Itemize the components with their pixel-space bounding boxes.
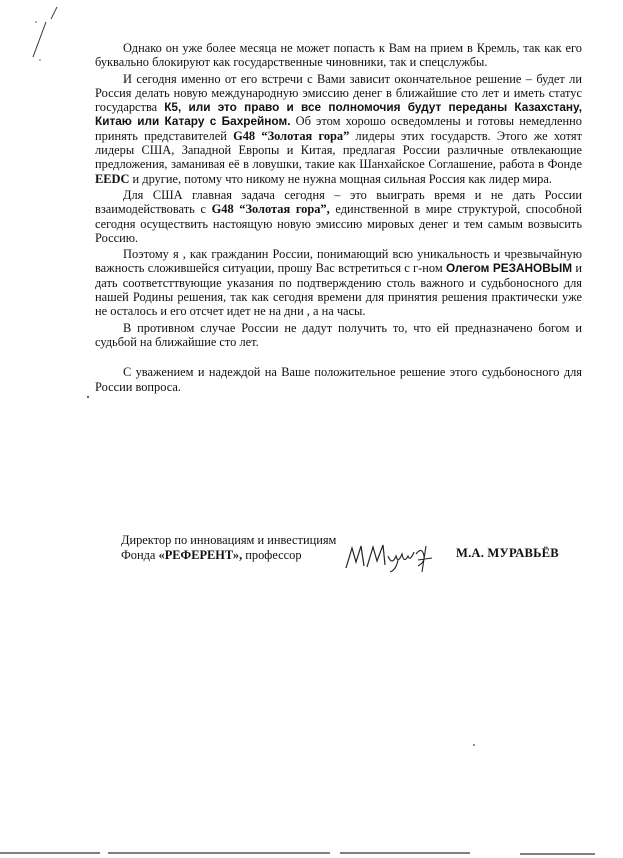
fund-name: «РЕФЕРЕНТ», [158,547,243,562]
signatory-position [121,533,336,562]
paragraph-1: Однако он уже более месяца не может попасть к Вам на прием в Кремль, так как его буквально блокируют как государственные чиновники, так и спецслужбы. [95,41,582,70]
paragraph-2 [95,72,582,186]
paragraph-3 [95,188,582,245]
p2-text-c: Об этом хорошо осведомлены и готовы немедленно принять представителей [95,114,582,143]
p2-text-a: И сегодня именно от его встречи с Вами зависит окончательное решение – будет ли Россия делать новую международную эмиссию денег в ближайшие сто лет и иметь статус государства [95,71,582,115]
p2-text-e: лидеры этих государств. Этого же хотят лидеры США, Западной Европы и Китая, предлагая России различные отвлекающие предложения, заманивая её в ловушки, такие как Шанхайское Соглашение, работа в Фонде [95,128,582,172]
p4-bold-name: Олегом РЕЗАНОВЫМ [445,261,573,276]
position-line-2 [121,548,336,563]
p3-text-c: единственной в мире структурой, способной сегодня осуществить настоящую новую эмиссию мировых денег и тем самым возвысить Россию. [95,202,582,245]
bottom-scan-edge [0,848,623,858]
p2-bold-eedc: EEDC [95,171,130,186]
p4-text-a: Поэтому я , как гражданин России, понимающий всю уникальность и чрезвычайную важность сложившейся ситуации, прошу Вас встретиться с г-ном [95,247,582,276]
position-line-2-c: профессор [242,547,302,562]
p4-text-c: и дать соответсттвующие указания по подтверждению столь важного и судьбоносного для нашей Родины решения, так как сегодня времени для принятия решения практически уже не осталось и его отсчет идет не на дни , а на часы. [95,261,582,319]
handwritten-signature [340,532,440,577]
position-line-2-a: Фонда [121,547,159,562]
p2-text-g: и другие, потому что никому не нужна мощная сильная Россия как лидер мира. [129,171,552,186]
p3-text-a: Для США главная задача сегодня – это выиграть время и не дать России взаимодействовать с [95,187,582,217]
p2-bold-k5: К5, или это право и все полномочия будут переданы Казахстану, Китаю или Катару с Бахрейном. [95,100,582,129]
p2-bold-g48: G48 “Золотая гора” [233,128,350,143]
paragraph-closing: С уважением и надеждой на Ваше положительное решение этого судьбоносного для России вопроса. [95,365,582,394]
position-line-1: Директор по инновациям и инвестициям [121,533,337,547]
paragraph-5: В противном случае России не дадут получить то, что ей предназначено богом и судьбой на ближайшие сто лет. [95,320,582,349]
paragraph-4 [95,247,582,318]
letter-body [95,41,582,396]
signatory-name: М.А. МУРАВЬЁВ [456,546,559,560]
p3-bold-g48: G48 “Золотая гора”, [211,202,330,217]
